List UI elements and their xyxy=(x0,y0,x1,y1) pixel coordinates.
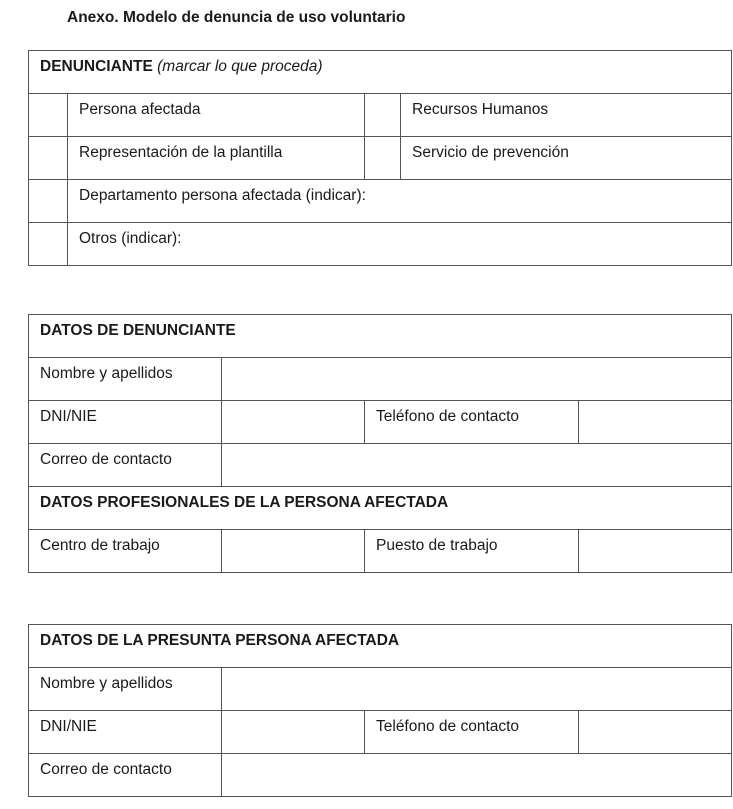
nombre-field[interactable] xyxy=(222,358,732,401)
option-label[interactable]: Departamento persona afectada (indicar): xyxy=(68,180,732,223)
option-label: Persona afectada xyxy=(68,94,365,137)
header-note: (marcar lo que proceda) xyxy=(157,58,323,75)
checkbox-departamento[interactable] xyxy=(29,180,68,223)
checkbox-persona-afectada[interactable] xyxy=(29,94,68,137)
centro-field[interactable] xyxy=(222,530,365,573)
checkbox-representacion[interactable] xyxy=(29,137,68,180)
checkbox-recursos-humanos[interactable] xyxy=(365,94,401,137)
field-label: Nombre y apellidos xyxy=(29,668,222,711)
datos-afectada-table xyxy=(28,624,732,797)
field-label: DNI/NIE xyxy=(29,711,222,754)
section-header: DATOS DE LA PRESUNTA PERSONA AFECTADA xyxy=(29,625,732,668)
correo-field[interactable] xyxy=(222,444,732,487)
field-label: Correo de contacto xyxy=(29,754,222,797)
puesto-field[interactable] xyxy=(579,530,732,573)
field-label: DNI/NIE xyxy=(29,401,222,444)
telefono-field[interactable] xyxy=(579,401,732,444)
correo-field[interactable] xyxy=(222,754,732,797)
denunciante-table xyxy=(28,50,732,266)
field-label: Centro de trabajo xyxy=(29,530,222,573)
field-label: Nombre y apellidos xyxy=(29,358,222,401)
field-label: Correo de contacto xyxy=(29,444,222,487)
section-header: DATOS DE DENUNCIANTE xyxy=(29,315,732,358)
field-label: Puesto de trabajo xyxy=(365,530,579,573)
dni-field[interactable] xyxy=(222,711,365,754)
checkbox-otros[interactable] xyxy=(29,223,68,266)
field-label: Teléfono de contacto xyxy=(365,711,579,754)
checkbox-servicio-prevencion[interactable] xyxy=(365,137,401,180)
nombre-field[interactable] xyxy=(222,668,732,711)
section-header: DATOS PROFESIONALES DE LA PERSONA AFECTADA xyxy=(29,487,732,530)
datos-denunciante-table xyxy=(28,314,732,573)
option-label: Servicio de prevención xyxy=(401,137,732,180)
field-label: Teléfono de contacto xyxy=(365,401,579,444)
option-label: Representación de la plantilla xyxy=(68,137,365,180)
telefono-field[interactable] xyxy=(579,711,732,754)
document-title: Anexo. Modelo de denuncia de uso voluntario xyxy=(67,9,406,26)
option-label: Recursos Humanos xyxy=(401,94,732,137)
header-text: DENUNCIANTE xyxy=(40,58,153,75)
dni-field[interactable] xyxy=(222,401,365,444)
denunciante-header xyxy=(29,51,732,94)
option-label[interactable]: Otros (indicar): xyxy=(68,223,732,266)
